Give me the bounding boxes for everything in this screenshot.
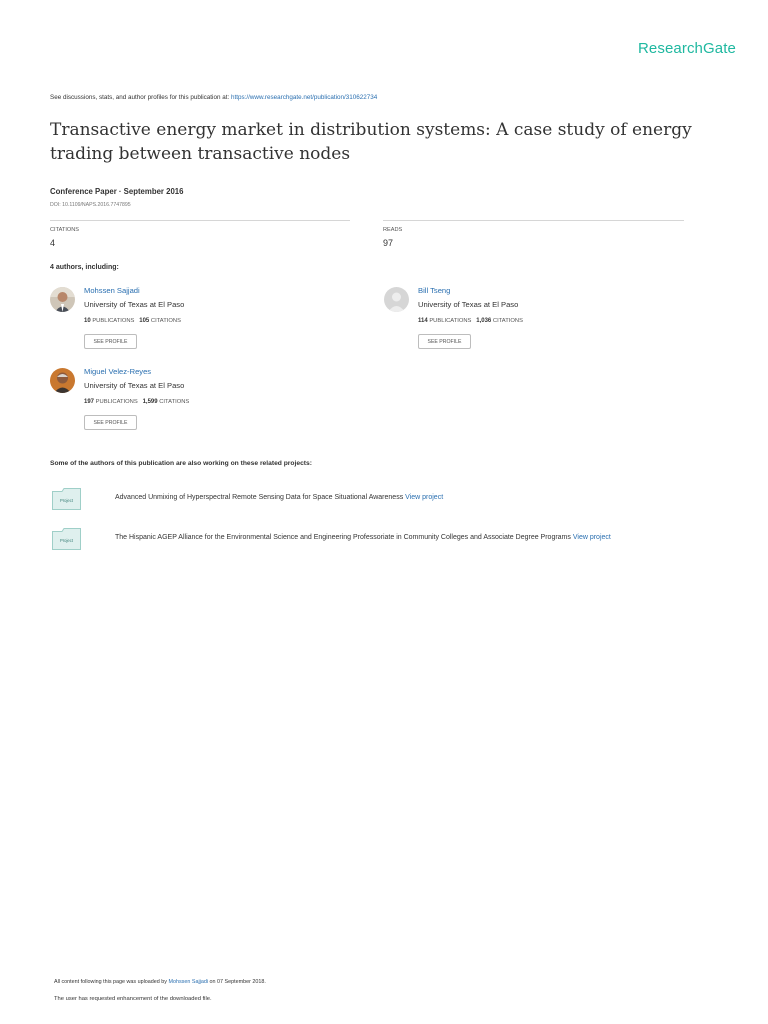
citations-label: CITATIONS (150, 318, 181, 324)
citations-value: 4 (50, 238, 56, 248)
avatar[interactable] (50, 287, 75, 312)
project-item (115, 494, 443, 501)
avatar[interactable] (384, 287, 409, 312)
enhancement-note: The user has requested enhancement of the downloaded file. (54, 996, 212, 1002)
author-affiliation: University of Texas at El Paso (418, 300, 519, 309)
project-icon-label: Project (59, 498, 74, 503)
citations-count: 1,599 (142, 399, 158, 405)
uploader-link[interactable]: Mohssen Sajjadi (168, 979, 209, 985)
upload-note (54, 979, 266, 985)
author-photo-icon (50, 287, 75, 312)
project-folder-icon[interactable] (52, 488, 81, 510)
paper-title: Transactive energy market in distribution systems: A case study of energy trading between transactive nodes (50, 120, 692, 164)
view-project-link[interactable]: View project (405, 494, 444, 501)
publications-count: 114 (418, 318, 428, 324)
author-photo-icon (50, 368, 75, 393)
upload-prefix: All content following this page was uploaded by (54, 979, 169, 985)
authors-header: 4 authors, including: (50, 264, 119, 271)
publications-label: PUBLICATIONS (92, 318, 135, 324)
citations-label: CITATIONS (159, 399, 190, 405)
author-affiliation: University of Texas at El Paso (84, 381, 185, 390)
project-item (115, 534, 611, 541)
author-name[interactable]: Bill Tseng (418, 286, 451, 295)
publications-count: 10 (84, 318, 91, 324)
paper-doi[interactable]: DOI: 10.1109/NAPS.2016.7747895 (50, 202, 131, 208)
citations-label: CITATIONS (50, 227, 80, 233)
upload-suffix: on 07 September 2018. (208, 979, 266, 985)
discussion-line (50, 94, 377, 101)
publications-label: PUBLICATIONS (95, 399, 138, 405)
view-project-link[interactable]: View project (572, 534, 611, 541)
reads-label: READS (383, 227, 403, 233)
paper-type: Conference Paper · September 2016 (50, 187, 184, 196)
project-title: The Hispanic AGEP Alliance for the Environmental Science and Engineering Professoriate in Community Colleges and Associate Degree Programs (115, 534, 573, 541)
discussion-text: See discussions, stats, and author profiles for this publication at: (50, 94, 231, 101)
reads-value: 97 (383, 238, 394, 248)
avatar[interactable] (50, 368, 75, 393)
project-folder-icon[interactable] (52, 528, 81, 550)
citations-divider (50, 220, 350, 221)
citations-label: CITATIONS (492, 318, 523, 324)
citations-count: 1,036 (476, 318, 492, 324)
citations-count: 105 (139, 318, 150, 324)
researchgate-logo[interactable]: ResearchGate (638, 40, 736, 57)
author-stats (84, 399, 189, 405)
see-profile-button[interactable]: SEE PROFILE (84, 334, 137, 349)
project-icon-label: Project (59, 538, 74, 543)
author-affiliation: University of Texas at El Paso (84, 300, 185, 309)
projects-header: Some of the authors of this publication are also working on these related projects: (50, 460, 312, 467)
project-title: Advanced Unmixing of Hyperspectral Remote Sensing Data for Space Situational Awareness (115, 494, 406, 501)
default-user-icon (384, 287, 409, 312)
author-name[interactable]: Mohssen Sajjadi (84, 286, 140, 295)
reads-divider (383, 220, 684, 221)
see-profile-button[interactable]: SEE PROFILE (84, 415, 137, 430)
author-name[interactable]: Miguel Velez-Reyes (84, 367, 152, 376)
publications-count: 197 (84, 399, 95, 405)
author-stats (418, 318, 523, 324)
publications-label: PUBLICATIONS (429, 318, 472, 324)
publication-url-link[interactable]: https://www.researchgate.net/publication/310622734 (230, 94, 378, 101)
author-stats (84, 318, 181, 324)
see-profile-button[interactable]: SEE PROFILE (418, 334, 471, 349)
